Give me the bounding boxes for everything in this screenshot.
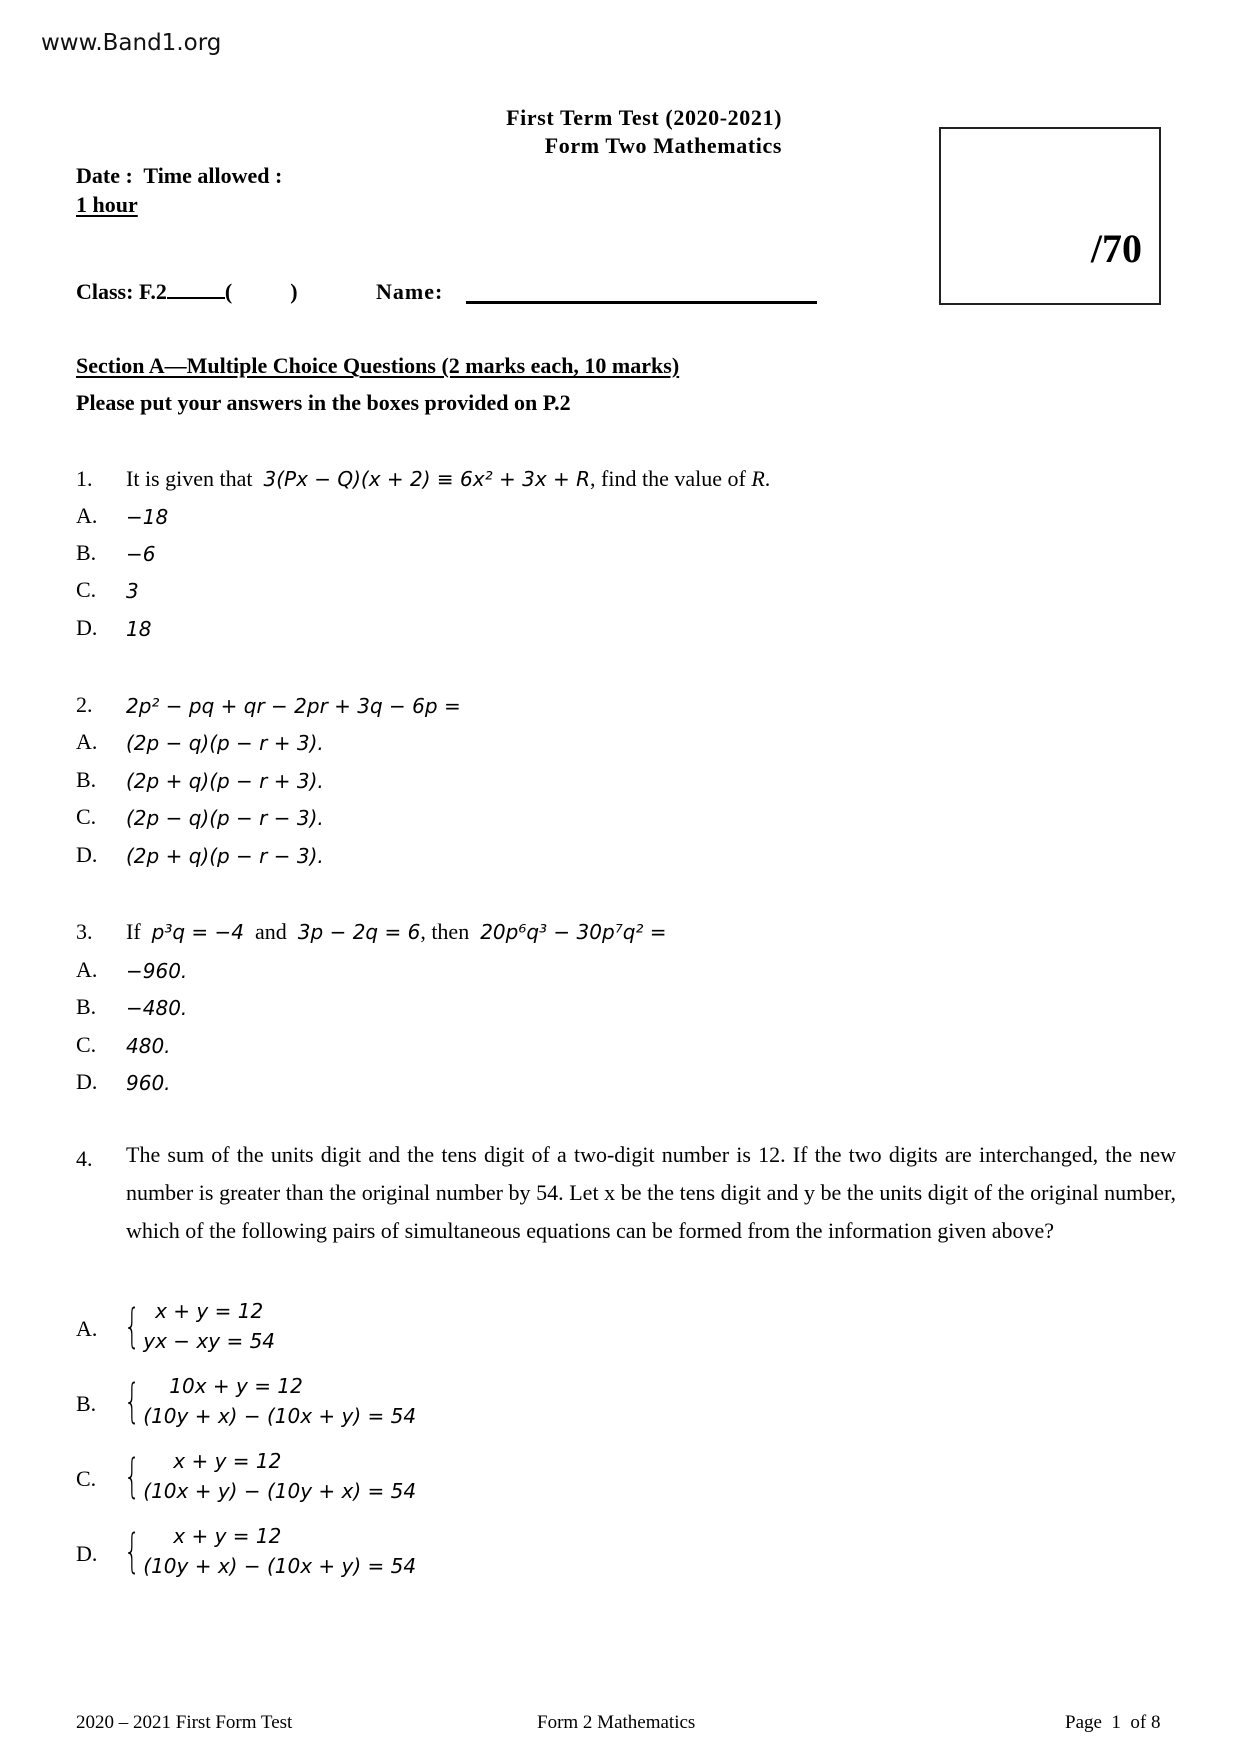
score-total: /70 <box>1090 226 1142 271</box>
q2-option-c-letter: C. <box>76 804 97 829</box>
q4-option-c-letter: C. <box>76 1466 97 1491</box>
q1-option-b[interactable]: −6 <box>126 542 156 566</box>
q3-option-d-letter: D. <box>76 1069 98 1094</box>
q3-option-c-letter: C. <box>76 1032 97 1057</box>
brace-icon: { <box>124 1449 141 1503</box>
q3-option-d[interactable]: 960. <box>126 1071 171 1095</box>
q4-option-a-letter: A. <box>76 1316 98 1341</box>
test-title: First Term Test (2020-2021) <box>506 105 782 130</box>
footer-page-number: Page 1 of 8 <box>1065 1712 1161 1733</box>
class-number-close: ) <box>290 279 298 304</box>
question-3-text <box>126 919 667 945</box>
q4-option-c[interactable] <box>124 1446 416 1506</box>
q3-option-a-letter: A. <box>76 957 98 982</box>
question-2-expression: 2p² − pq + qr − 2pr + 3q − 6p = <box>126 694 461 718</box>
section-title: Section A—Multiple Choice Questions (2 marks each, 10 marks) <box>76 353 680 378</box>
q2-option-d[interactable]: (2p + q)(p − r − 3). <box>126 844 324 868</box>
question-1-expression: 3(Px − Q)(x + 2) ≡ 6x² + 3x + R <box>263 467 591 491</box>
q4-option-b-equation-1: 10x + y = 12 <box>169 1374 303 1398</box>
watermark-text: www.Band1.org <box>41 30 222 56</box>
question-1-variable: R <box>751 466 765 491</box>
q2-option-b[interactable]: (2p + q)(p − r + 3). <box>126 769 324 793</box>
question-1-suffix: , find the value of <box>590 466 746 491</box>
question-3-number: 3. <box>76 919 93 944</box>
q4-option-a[interactable] <box>124 1296 275 1356</box>
q4-option-a-equation-2: yx − xy = 54 <box>143 1329 276 1353</box>
time-allowed-value: 1 hour <box>76 192 138 217</box>
q4-option-d-equation-2: (10y + x) − (10x + y) = 54 <box>143 1554 417 1578</box>
q2-option-c[interactable]: (2p − q)(p − r − 3). <box>126 806 324 830</box>
name-field-line[interactable] <box>466 301 817 304</box>
footer-left: 2020 – 2021 First Form Test <box>76 1712 293 1733</box>
question-1-prefix: It is given that <box>126 466 253 491</box>
q3-option-b[interactable]: −480. <box>126 996 188 1020</box>
q1-option-d-letter: D. <box>76 615 98 640</box>
brace-icon: { <box>124 1299 141 1353</box>
section-instruction: Please put your answers in the boxes provided on P.2 <box>76 390 571 415</box>
name-label: Name: <box>376 279 444 304</box>
brace-icon: { <box>124 1374 141 1428</box>
question-1-number: 1. <box>76 466 93 491</box>
q4-option-b-equation-2: (10y + x) − (10x + y) = 54 <box>143 1404 417 1428</box>
question-1-text <box>126 466 770 492</box>
question-3-then: , then <box>420 919 470 944</box>
date-label: Date : <box>76 163 133 188</box>
q4-option-c-equation-1: x + y = 12 <box>173 1449 282 1473</box>
date-time-row <box>76 163 282 189</box>
q1-option-a[interactable]: −18 <box>126 505 169 529</box>
score-box <box>939 127 1161 305</box>
question-3-condition-2: 3p − 2q = 6 <box>297 920 421 944</box>
q3-option-c[interactable]: 480. <box>126 1034 171 1058</box>
q4-option-d[interactable] <box>124 1521 416 1581</box>
time-allowed-label: Time allowed : <box>143 163 283 188</box>
subject-title: Form Two Mathematics <box>544 133 782 158</box>
q2-option-a-letter: A. <box>76 729 98 754</box>
q1-option-b-letter: B. <box>76 540 97 565</box>
q4-option-b[interactable] <box>124 1371 416 1431</box>
q4-option-a-equation-1: x + y = 12 <box>155 1299 264 1323</box>
question-4-text: The sum of the units digit and the tens digit of a two-digit number is 12. If the two digits are interchanged, the new number is greater than the original number by 54. Let x be the tens digit and y be the units digit of the original number, which of the following pairs of simultaneous equations can be formed from the information given above? <box>126 1142 1176 1243</box>
q4-option-c-equation-2: (10x + y) − (10y + x) = 54 <box>143 1479 417 1503</box>
class-blank[interactable] <box>167 297 225 299</box>
q1-option-d[interactable]: 18 <box>126 617 152 641</box>
q1-option-a-letter: A. <box>76 503 98 528</box>
q2-option-a[interactable]: (2p − q)(p − r + 3). <box>126 731 324 755</box>
q4-option-d-letter: D. <box>76 1541 98 1566</box>
question-4-number: 4. <box>76 1146 93 1171</box>
q1-option-c[interactable]: 3 <box>126 579 139 603</box>
q1-option-c-letter: C. <box>76 577 97 602</box>
class-label: Class: F.2 <box>76 279 167 304</box>
question-2-number: 2. <box>76 692 93 717</box>
question-3-expression: 20p⁶q³ − 30p⁷q² = <box>480 920 667 944</box>
question-3-and: and <box>255 919 287 944</box>
q4-option-d-equation-1: x + y = 12 <box>173 1524 282 1548</box>
question-3-condition-1: p³q = −4 <box>151 920 245 944</box>
brace-icon: { <box>124 1524 141 1578</box>
question-3-if: If <box>126 919 141 944</box>
footer-center: Form 2 Mathematics <box>537 1712 696 1733</box>
question-1-period: . <box>764 466 771 491</box>
class-number-open: ( <box>224 279 233 304</box>
q3-option-b-letter: B. <box>76 994 97 1019</box>
class-row <box>76 279 298 305</box>
q4-option-b-letter: B. <box>76 1391 97 1416</box>
q2-option-b-letter: B. <box>76 767 97 792</box>
q2-option-d-letter: D. <box>76 842 98 867</box>
q3-option-a[interactable]: −960. <box>126 959 188 983</box>
